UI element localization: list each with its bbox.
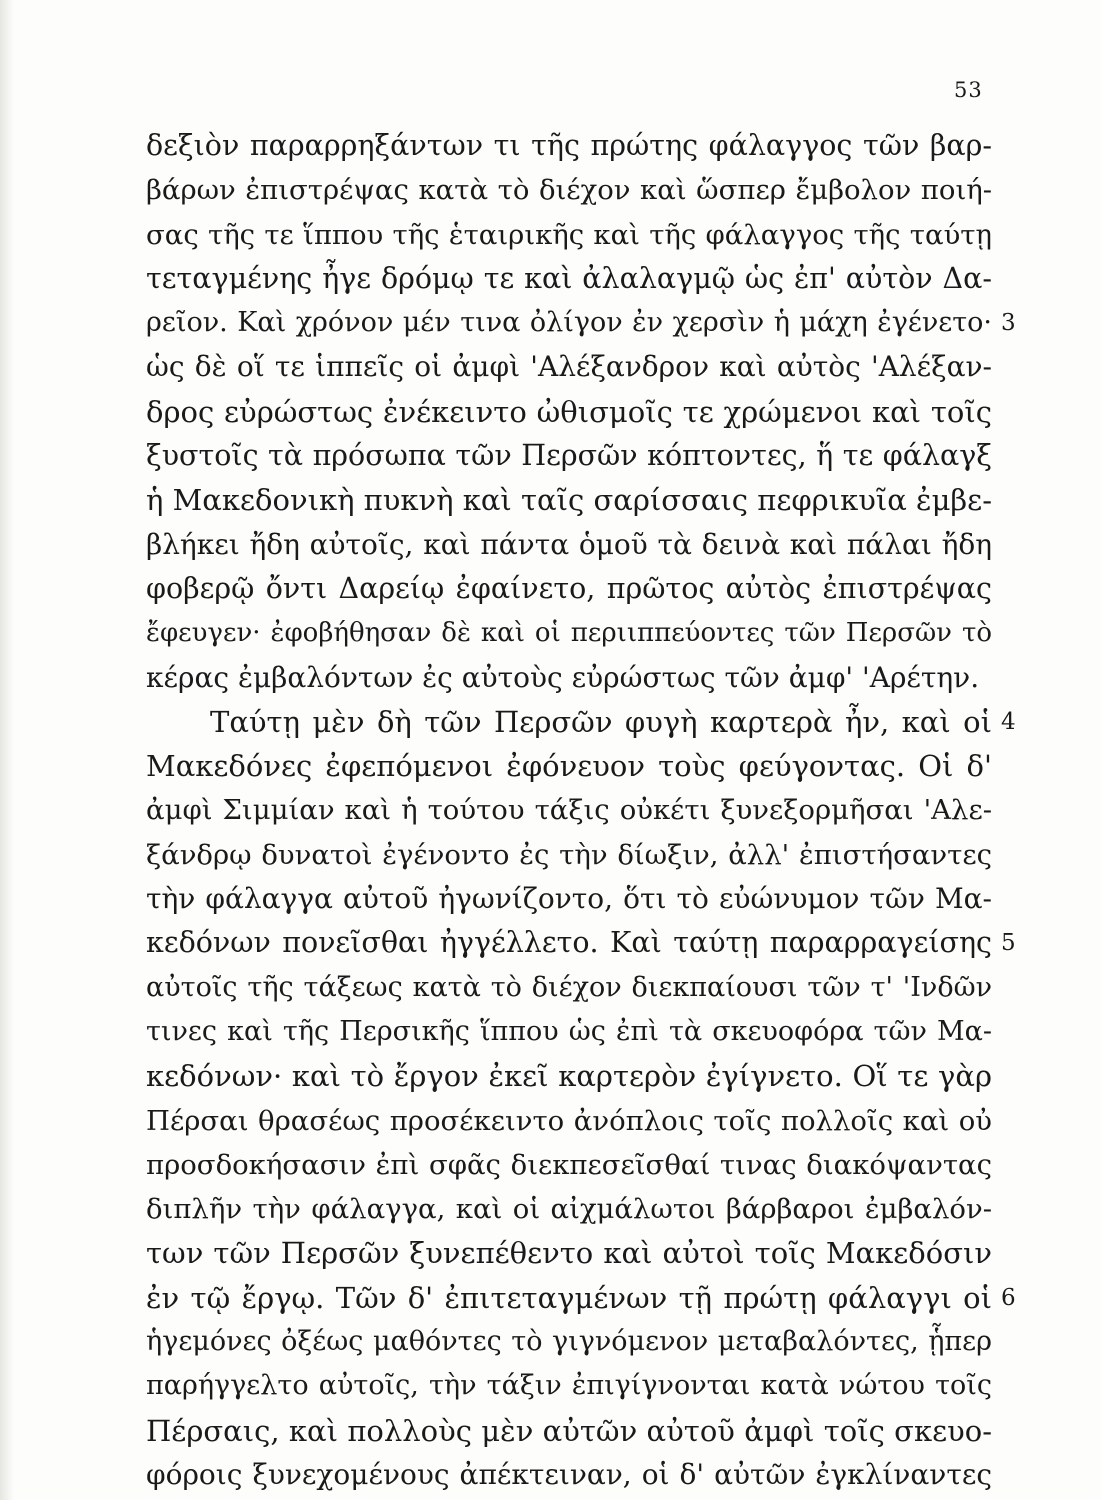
text-line-content: δρος εὐρώστως ἐνέκειντο ὠθισμοῖς τε χρώμενοι καὶ τοῖς	[146, 394, 992, 429]
section-number: 3	[1001, 310, 1016, 337]
text-line-content: ἔφευγεν· ἐφοβήθησαν δὲ καὶ οἱ περιιππεύοντες τῶν Περσῶν τὸ	[146, 618, 992, 649]
text-line	[146, 1143, 992, 1187]
text-line-content: Μακεδόνες ἐφεπόμενοι ἐφόνευον τοὺς φεύγοντας. Οἱ δ'	[146, 749, 992, 784]
text-line	[146, 567, 992, 611]
text-line-content: δεξιὸν παραρρηξάντων τι τῆς πρώτης φάλαγγος τῶν βαρ-	[146, 129, 992, 162]
text-line-content: κεδόνων· καὶ τὸ ἔργον ἐκεῖ καρτερὸν ἐγίγνετο. Οἵ τε γὰρ	[146, 1059, 992, 1094]
text-line-content: προσδοκήσασιν ἐπὶ σφᾶς διεκπεσεῖσθαί τινας διακόψαντας	[146, 1148, 992, 1181]
text-line	[146, 656, 992, 700]
text-line	[146, 744, 992, 788]
text-line	[146, 523, 992, 567]
text-line	[146, 700, 1016, 744]
text-line-content: τεταγμένης ἦγε δρόμῳ τε καὶ ἀλαλαγμῷ ὡς ἐπ' αὐτὸν Δα-	[146, 261, 992, 295]
text-line-content: τινες καὶ τῆς Περσικῆς ἵππου ὡς ἐπὶ τὰ σκευοφόρα τῶν Μα-	[146, 1015, 992, 1047]
text-line-content: ἀμφὶ Σιμμίαν καὶ ἡ τούτου τάξις οὐκέτι ξυνεξορμῆσαι 'Αλε-	[146, 794, 992, 827]
text-line-content: ἡγεμόνες ὀξέως μαθόντες τὸ γιγνόμενον μεταβαλόντες, ᾗπερ	[146, 1326, 992, 1358]
text-line-content: Ταύτῃ μὲν δὴ τῶν Περσῶν φυγὴ καρτερὰ ἦν, καὶ οἱ	[210, 704, 992, 739]
text-line	[146, 1010, 992, 1054]
text-line	[146, 168, 992, 212]
text-line	[146, 124, 992, 168]
text-line	[146, 257, 992, 301]
text-line-content: παρήγγελτο αὐτοῖς, τὴν τάξιν ἐπιγίγνονται κατὰ νώτου τοῖς	[146, 1370, 992, 1402]
text-line-content: διπλῆν τὴν φάλαγγα, καὶ οἱ αἰχμάλωτοι βάρβαροι ἐμβαλόν-	[146, 1193, 992, 1226]
text-line	[146, 611, 992, 655]
section-number: 4	[1001, 708, 1016, 735]
text-line-content: φόροις ξυνεχομένους ἀπέκτειναν, οἱ δ' αὐτῶν ἐγκλίναντες	[146, 1457, 992, 1491]
text-line	[146, 1320, 992, 1364]
text-line-content: ὡς δὲ οἵ τε ἱππεῖς οἱ ἀμφὶ 'Αλέξανδρον καὶ αὐτὸς 'Αλέξαν-	[146, 350, 992, 384]
text-line-content: σας τῆς τε ἵππου τῆς ἑταιρικῆς καὶ τῆς φάλαγγος τῆς ταύτῃ	[146, 218, 992, 251]
text-line	[146, 301, 1016, 345]
text-line	[146, 1187, 992, 1231]
text-line-content: τὴν φάλαγγα αὐτοῦ ἠγωνίζοντο, ὅτι τὸ εὐώνυμον τῶν Μα-	[146, 882, 992, 916]
text-line-content: κέρας ἐμβαλόντων ἐς αὐτοὺς εὐρώστως τῶν ἀμφ' 'Αρέτην.	[146, 660, 980, 694]
text-line	[146, 1231, 992, 1275]
text-line-content: Πέρσαις, καὶ πολλοὺς μὲν αὐτῶν αὐτοῦ ἀμφὶ τοῖς σκευο-	[146, 1413, 992, 1448]
page-number: 53	[954, 78, 983, 102]
text-line-content: Πέρσαι θρασέως προσέκειντο ἀνόπλοις τοῖς πολλοῖς καὶ οὐ	[146, 1104, 992, 1137]
page-edge-shadow	[0, 0, 14, 1500]
text-line-content: των τῶν Περσῶν ξυνεπέθεντο καὶ αὐτοὶ τοῖς Μακεδόσιν	[146, 1236, 992, 1271]
text-line	[146, 1364, 992, 1408]
text-line	[146, 833, 992, 877]
text-line-content: ἡ Μακεδονικὴ πυκνὴ καὶ ταῖς σαρίσσαις πεφρικυῖα ἐμβε-	[146, 483, 992, 518]
text-line	[146, 1276, 1016, 1320]
section-number: 6	[1001, 1284, 1016, 1311]
text-line-content: ξυστοῖς τὰ πρόσωπα τῶν Περσῶν κόπτοντες, ἥ τε φάλαγξ	[146, 439, 992, 473]
text-line-content: ξάνδρῳ δυνατοὶ ἐγένοντο ἐς τὴν δίωξιν, ἀλλ' ἐπιστήσαντες	[146, 838, 992, 871]
text-line-content: ἐν τῷ ἔργῳ. Τῶν δ' ἐπιτεταγμένων τῇ πρώτῃ φάλαγγι οἱ	[146, 1280, 992, 1315]
text-line	[146, 877, 992, 921]
text-line	[146, 345, 992, 389]
text-line	[146, 788, 992, 832]
text-line	[146, 966, 992, 1010]
text-line	[146, 921, 1016, 965]
text-line	[146, 1453, 992, 1497]
text-line	[146, 390, 992, 434]
text-line-content: ρεῖον. Καὶ χρόνον μέν τινα ὀλίγον ἐν χερσὶν ἡ μάχη ἐγένετο·	[146, 307, 992, 339]
text-line	[146, 1054, 992, 1098]
section-number: 5	[1001, 930, 1016, 957]
text-line	[146, 434, 992, 478]
text-line	[146, 478, 992, 522]
text-line	[146, 1409, 992, 1453]
text-line	[146, 213, 992, 257]
text-line-content: βλήκει ἤδη αὐτοῖς, καὶ πάντα ὁμοῦ τὰ δεινὰ καὶ πάλαι ἤδη	[146, 527, 992, 561]
text-line-content: βάρων ἐπιστρέψας κατὰ τὸ διέχον καὶ ὥσπερ ἔμβολον ποιή-	[146, 174, 992, 207]
text-line-content: φοβερῷ ὄντι Δαρείῳ ἐφαίνετο, πρῶτος αὐτὸς ἐπιστρέψας	[146, 571, 992, 605]
text-line-content: αὐτοῖς τῆς τάξεως κατὰ τὸ διέχον διεκπαίουσι τῶν τ' 'Ινδῶν	[146, 971, 992, 1003]
text-line-content: κεδόνων πονεῖσθαι ἠγγέλλετο. Καὶ ταύτῃ παραρραγείσης	[146, 926, 992, 960]
body-text	[146, 124, 1016, 1497]
text-line	[146, 1099, 992, 1143]
